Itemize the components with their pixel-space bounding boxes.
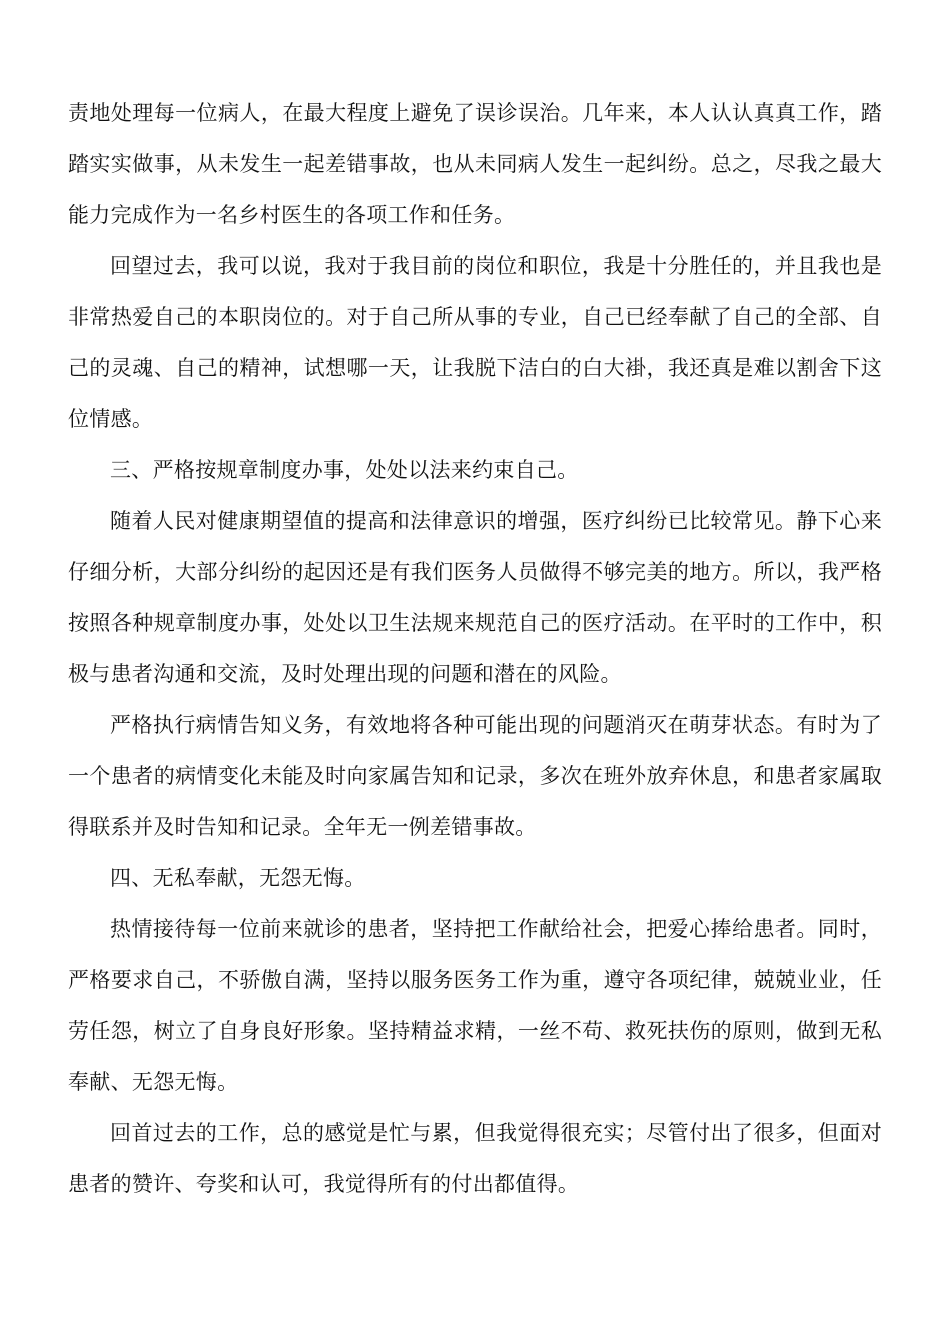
paragraph: 责地处理每一位病人，在最大程度上避免了误诊误治。几年来，本人认认真真工作，踏踏实实做事，从未发生一起差错事故，也从未同病人发生一起纠纷。总之，尽我之最大能力完成作为一名乡村医生的各项工作和任务。: [68, 101, 882, 227]
paragraph: 热情接待每一位前来就诊的患者，坚持把工作献给社会，把爱心捧给患者。同时，严格要求自己，不骄傲自满，坚持以服务医务工作为重，遵守各项纪律，兢兢业业，任劳任怨，树立了自身良好形象。坚持精益求精，一丝不苟、救死扶伤的原则，做到无私奉献、无怨无悔。: [68, 917, 882, 1094]
paragraph: 回首过去的工作，总的感觉是忙与累，但我觉得很充实；尽管付出了很多，但面对患者的赞许、夸奖和认可，我觉得所有的付出都值得。: [68, 1121, 882, 1196]
section-heading: 三、严格按规章制度办事，处处以法来约束自己。: [110, 458, 579, 482]
document-body: [68, 88, 882, 1210]
section-heading: 四、无私奉献，无怨无悔。: [110, 866, 366, 890]
paragraph: 回望过去，我可以说，我对于我目前的岗位和职位，我是十分胜任的，并且我也是非常热爱自己的本职岗位的。对于自己所从事的专业，自己已经奉献了自己的全部、自己的灵魂、自己的精神，试想哪一天，让我脱下洁白的白大褂，我还真是难以割舍下这位情感。: [68, 254, 882, 431]
paragraph: 随着人民对健康期望值的提高和法律意识的增强，医疗纠纷已比较常见。静下心来仔细分析，大部分纠纷的起因还是有我们医务人员做得不够完美的地方。所以，我严格按照各种规章制度办事，处处以卫生法规来规范自己的医疗活动。在平时的工作中，积极与患者沟通和交流，及时处理出现的问题和潜在的风险。: [68, 509, 882, 686]
paragraph: 严格执行病情告知义务，有效地将各种可能出现的问题消灭在萌芽状态。有时为了一个患者的病情变化未能及时向家属告知和记录，多次在班外放弃休息，和患者家属取得联系并及时告知和记录。全年无一例差错事故。: [68, 713, 882, 839]
